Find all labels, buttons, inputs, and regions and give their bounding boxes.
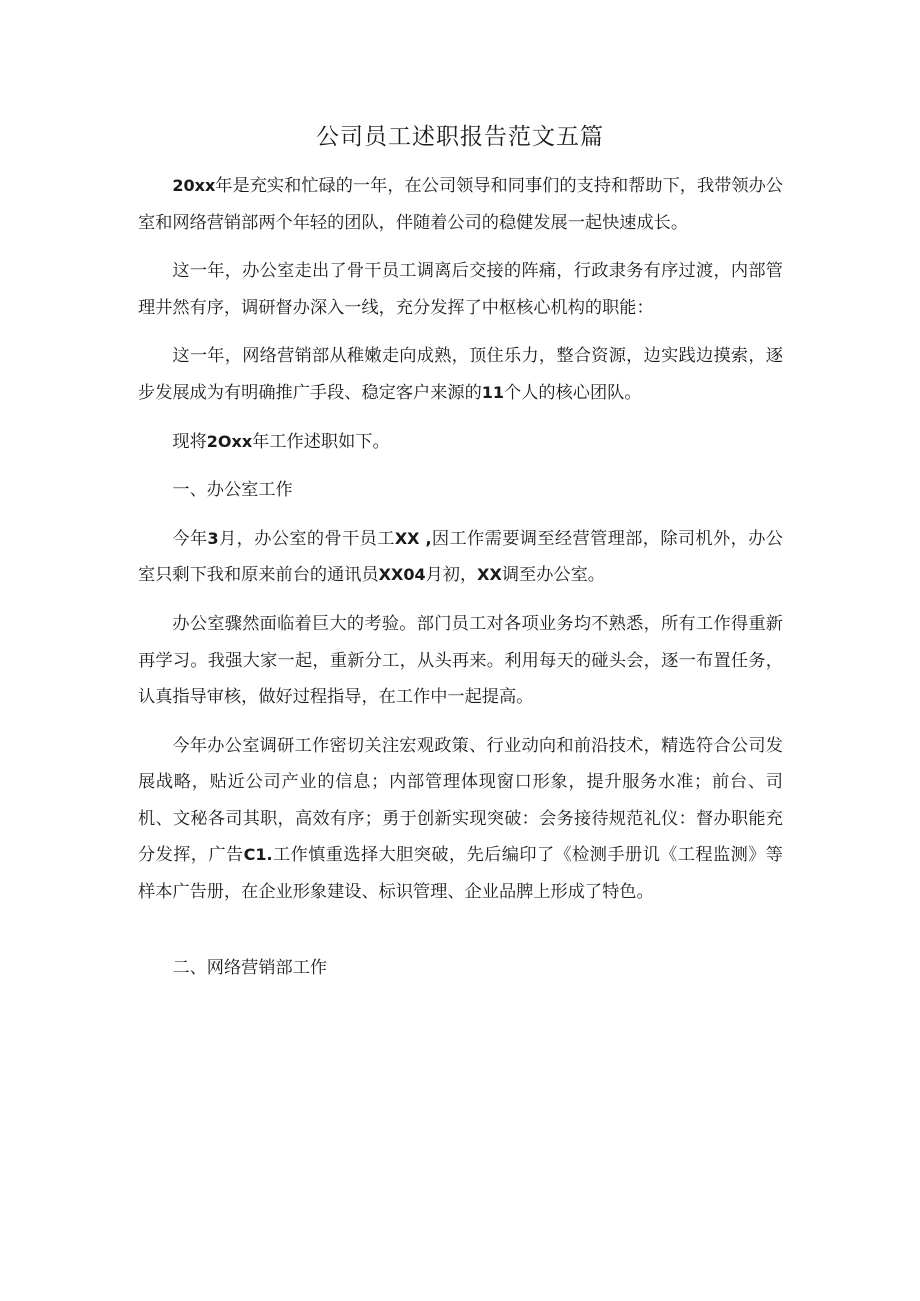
paragraph-segment: 现将: [172, 431, 207, 452]
paragraph-segment: 月初，: [425, 565, 478, 586]
paragraph-segment: 20xx: [172, 176, 216, 195]
paragraph-segment: 年是充实和忙碌的一年，在公司领导和同事们的支持和帮助下，我带领办公室和网络营销部两个年轻的团队，伴随着公司的稳健发展一起快速成长。: [138, 176, 783, 233]
paragraph-segment: XX ,: [394, 528, 432, 548]
paragraph-p9: [138, 950, 783, 987]
paragraph-segment: 个人的核心团队。: [504, 382, 642, 403]
paragraph-p8: [138, 728, 783, 911]
paragraph-segment: XX: [477, 565, 502, 585]
paragraph-p4: [138, 424, 783, 461]
paragraph-segment: 11: [481, 382, 505, 402]
paragraph-segment: 2Oxx: [206, 431, 253, 451]
paragraph-segment: 今年: [172, 528, 208, 549]
paragraph-segment: 二、网络营销部工作: [172, 958, 328, 979]
paragraph-p3: [138, 338, 783, 411]
paragraph-p1: [138, 168, 783, 241]
paragraph-segment: 一、办公室工作: [172, 480, 293, 501]
paragraph-p7: [138, 606, 783, 716]
paragraph-segment: 工作慎重选择大胆突破，先后编印了《检测手册讥《工程监测》等样本广告册，在企业形象建设、标识管理、企业品脾上形成了特色。: [138, 845, 783, 902]
document-body: [138, 168, 783, 999]
paragraph-segment: 年工作述职如下。: [252, 431, 390, 452]
paragraph-segment: XX04: [378, 565, 426, 585]
paragraph-segment: 今年办公室调研工作密切关注宏观政策、行业动向和前沿技术，精选符合公司发展战略，贴近公司产业的信息；内部管理体现窗口形象，提升服务水准；前台、司机、文秘各司其职，高效有序；勇于创新实现突破：会务接待规范礼仪：督办职能充分发挥，广告: [138, 735, 783, 866]
paragraph-segment: 这一年，办公室走出了骨干员工调离后交接的阵痛，行政隶务有序过渡，内部管理井然有序，调研督办深入一线，充分发挥了中枢核心机构的职能：: [138, 261, 783, 318]
paragraph-p6: [138, 521, 783, 594]
paragraph-segment: 这一年，网络营销部从稚嫩走向成熟，顶住乐力，整合资源，边实践边摸索，逐步发展成为有明确推广手段、稳定客户来源的: [138, 346, 783, 403]
paragraph-segment: 3: [207, 528, 219, 548]
paragraph-segment: 调至办公室。: [501, 565, 605, 586]
paragraph-segment: 办公室骤然面临着巨大的考验。部门员工对各项业务均不熟悉，所有工作得重新再学习。我强大家一起，重新分工，从头再来。利用每天的碰头会，逐一布置任务，认真指导审核，做好过程指导，在工作中一起提高。: [138, 614, 783, 708]
paragraph-p5: [138, 472, 783, 509]
paragraph-segment: C1.: [243, 845, 273, 865]
paragraph-segment: 月，办公室的骨干员工: [218, 528, 395, 549]
paragraph-segment: 因工作需要调至经营管理部，除司机外，办公室只剩下我和原来前台的通讯员: [138, 528, 783, 586]
paragraph-p2: [138, 253, 783, 326]
document-title: 公司员工述职报告范文五篇: [316, 124, 604, 150]
